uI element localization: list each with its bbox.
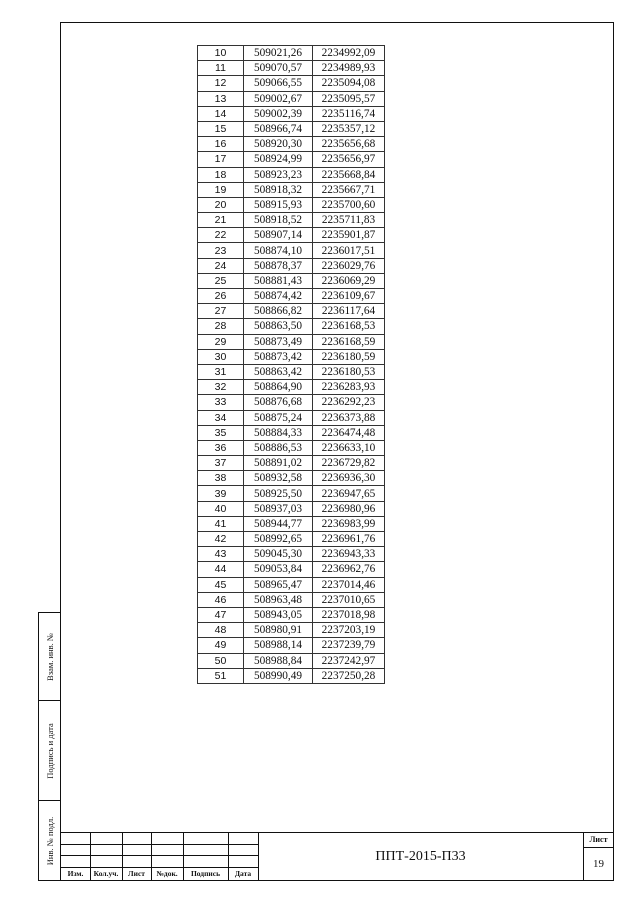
coord-x: 508943,05 xyxy=(244,607,313,622)
binding-strip xyxy=(38,612,60,881)
coord-x: 508891,02 xyxy=(244,456,313,471)
table-row xyxy=(198,623,385,638)
coord-x: 508944,77 xyxy=(244,516,313,531)
coord-x: 508988,84 xyxy=(244,653,313,668)
coord-x: 508924,99 xyxy=(244,152,313,167)
coord-y: 2237250,28 xyxy=(313,668,385,683)
coord-x: 508963,48 xyxy=(244,592,313,607)
coord-x: 509002,67 xyxy=(244,91,313,106)
table-row xyxy=(198,547,385,562)
coord-y: 2235711,83 xyxy=(313,213,385,228)
point-number: 39 xyxy=(198,486,244,501)
hdr-date: Дата xyxy=(234,869,252,878)
point-number: 19 xyxy=(198,182,244,197)
table-row xyxy=(198,46,385,61)
coord-y: 2236180,59 xyxy=(313,349,385,364)
coord-y: 2235700,60 xyxy=(313,197,385,212)
coord-x: 509021,26 xyxy=(244,46,313,61)
coord-x: 508990,49 xyxy=(244,668,313,683)
coord-x: 508863,42 xyxy=(244,364,313,379)
coord-y: 2237239,79 xyxy=(313,638,385,653)
coord-x: 508923,23 xyxy=(244,167,313,182)
coord-x: 508875,24 xyxy=(244,410,313,425)
point-number: 13 xyxy=(198,91,244,106)
coord-x: 508878,37 xyxy=(244,258,313,273)
coord-x: 508873,49 xyxy=(244,334,313,349)
coord-y: 2237014,46 xyxy=(313,577,385,592)
table-row xyxy=(198,197,385,212)
coord-y: 2236168,59 xyxy=(313,334,385,349)
hdr-sheet: Лист xyxy=(128,869,145,878)
coord-x: 508966,74 xyxy=(244,121,313,136)
coord-x: 509002,39 xyxy=(244,106,313,121)
coord-y: 2236980,96 xyxy=(313,501,385,516)
table-row xyxy=(198,258,385,273)
coord-y: 2236474,48 xyxy=(313,425,385,440)
coord-y: 2235668,84 xyxy=(313,167,385,182)
coord-y: 2236961,76 xyxy=(313,532,385,547)
coord-x: 508992,65 xyxy=(244,532,313,547)
coord-y: 2235656,68 xyxy=(313,137,385,152)
coord-x: 508937,03 xyxy=(244,501,313,516)
coord-x: 508932,58 xyxy=(244,471,313,486)
coord-y: 2236069,29 xyxy=(313,273,385,288)
table-row xyxy=(198,182,385,197)
table-row xyxy=(198,137,385,152)
point-number: 11 xyxy=(198,61,244,76)
coord-y: 2237018,98 xyxy=(313,607,385,622)
point-number: 14 xyxy=(198,106,244,121)
table-row xyxy=(198,532,385,547)
table-row xyxy=(198,167,385,182)
point-number: 44 xyxy=(198,562,244,577)
point-number: 30 xyxy=(198,349,244,364)
coord-y: 2236029,76 xyxy=(313,258,385,273)
coord-x: 508886,53 xyxy=(244,440,313,455)
table-row xyxy=(198,516,385,531)
coordinates-table xyxy=(197,45,385,684)
document-code: ППТ-2015-П33 xyxy=(375,849,466,864)
coord-y: 2236283,93 xyxy=(313,380,385,395)
table-row xyxy=(198,228,385,243)
coord-x: 508965,47 xyxy=(244,577,313,592)
coord-y: 2234992,09 xyxy=(313,46,385,61)
table-row xyxy=(198,456,385,471)
coord-x: 508915,93 xyxy=(244,197,313,212)
point-number: 25 xyxy=(198,273,244,288)
coord-x: 508980,91 xyxy=(244,623,313,638)
hdr-change: Изм. xyxy=(67,869,84,878)
hdr-signature: Подпись xyxy=(190,869,221,878)
point-number: 38 xyxy=(198,471,244,486)
coord-x: 509066,55 xyxy=(244,76,313,91)
point-number: 28 xyxy=(198,319,244,334)
point-number: 51 xyxy=(198,668,244,683)
table-row xyxy=(198,364,385,379)
table-row xyxy=(198,106,385,121)
coord-y: 2236168,53 xyxy=(313,319,385,334)
point-number: 18 xyxy=(198,167,244,182)
point-number: 46 xyxy=(198,592,244,607)
point-number: 31 xyxy=(198,364,244,379)
coord-y: 2235094,08 xyxy=(313,76,385,91)
coord-y: 2235357,12 xyxy=(313,121,385,136)
coord-x: 509053,84 xyxy=(244,562,313,577)
point-number: 49 xyxy=(198,638,244,653)
coord-y: 2236109,67 xyxy=(313,289,385,304)
table-row xyxy=(198,471,385,486)
table-row xyxy=(198,577,385,592)
table-row xyxy=(198,410,385,425)
coord-x: 508920,30 xyxy=(244,137,313,152)
sheet-label: Лист xyxy=(589,835,608,844)
point-number: 21 xyxy=(198,213,244,228)
table-row xyxy=(198,501,385,516)
coord-x: 508884,33 xyxy=(244,425,313,440)
table-row xyxy=(198,152,385,167)
coord-x: 508918,52 xyxy=(244,213,313,228)
coord-x: 508876,68 xyxy=(244,395,313,410)
coord-y: 2237203,19 xyxy=(313,623,385,638)
coord-y: 2236373,88 xyxy=(313,410,385,425)
table-row xyxy=(198,592,385,607)
point-number: 29 xyxy=(198,334,244,349)
coord-x: 509070,57 xyxy=(244,61,313,76)
table-row xyxy=(198,273,385,288)
inv-orig-cell xyxy=(39,801,60,880)
point-number: 42 xyxy=(198,532,244,547)
table-row xyxy=(198,319,385,334)
table-row xyxy=(198,486,385,501)
table-row xyxy=(198,76,385,91)
coord-y: 2236983,99 xyxy=(313,516,385,531)
table-row xyxy=(198,243,385,258)
coord-x: 508864,90 xyxy=(244,380,313,395)
point-number: 23 xyxy=(198,243,244,258)
sign-date-label: Подпись и дата xyxy=(44,722,55,779)
coord-y: 2236729,82 xyxy=(313,456,385,471)
coord-x: 508866,82 xyxy=(244,304,313,319)
table-row xyxy=(198,213,385,228)
table-row xyxy=(198,289,385,304)
coord-x: 508907,14 xyxy=(244,228,313,243)
coord-x: 508881,43 xyxy=(244,273,313,288)
table-row xyxy=(198,61,385,76)
table-row xyxy=(198,607,385,622)
point-number: 16 xyxy=(198,137,244,152)
coord-x: 508863,50 xyxy=(244,319,313,334)
inv-orig-label: Инв. № подл. xyxy=(44,816,55,865)
point-number: 20 xyxy=(198,197,244,212)
coord-y: 2235656,97 xyxy=(313,152,385,167)
coord-x: 508925,50 xyxy=(244,486,313,501)
coord-y: 2236292,23 xyxy=(313,395,385,410)
inv-sub-cell xyxy=(39,613,60,701)
coordinates-table-body xyxy=(198,46,385,684)
point-number: 26 xyxy=(198,289,244,304)
table-row xyxy=(198,121,385,136)
point-number: 35 xyxy=(198,425,244,440)
point-number: 12 xyxy=(198,76,244,91)
coord-y: 2237242,97 xyxy=(313,653,385,668)
coord-x: 508874,42 xyxy=(244,289,313,304)
coord-y: 2235116,74 xyxy=(313,106,385,121)
point-number: 41 xyxy=(198,516,244,531)
sign-date-cell xyxy=(39,701,60,801)
coord-x: 508918,32 xyxy=(244,182,313,197)
coord-y: 2236117,64 xyxy=(313,304,385,319)
coord-y: 2235095,57 xyxy=(313,91,385,106)
coord-y: 2237010,65 xyxy=(313,592,385,607)
point-number: 17 xyxy=(198,152,244,167)
table-row xyxy=(198,440,385,455)
point-number: 34 xyxy=(198,410,244,425)
table-row xyxy=(198,668,385,683)
table-row xyxy=(198,349,385,364)
point-number: 37 xyxy=(198,456,244,471)
coord-y: 2236633,10 xyxy=(313,440,385,455)
point-number: 40 xyxy=(198,501,244,516)
point-number: 15 xyxy=(198,121,244,136)
coord-y: 2236943,33 xyxy=(313,547,385,562)
coord-x: 508874,10 xyxy=(244,243,313,258)
sheet-number: 19 xyxy=(593,858,604,870)
coord-y: 2236947,65 xyxy=(313,486,385,501)
table-row xyxy=(198,91,385,106)
hdr-count: Кол.уч. xyxy=(93,869,119,878)
table-row xyxy=(198,395,385,410)
point-number: 43 xyxy=(198,547,244,562)
title-block xyxy=(61,832,614,881)
coord-x: 508988,14 xyxy=(244,638,313,653)
table-row xyxy=(198,638,385,653)
table-row xyxy=(198,562,385,577)
coord-y: 2235667,71 xyxy=(313,182,385,197)
coord-x: 509045,30 xyxy=(244,547,313,562)
coord-y: 2236962,76 xyxy=(313,562,385,577)
coord-y: 2235901,87 xyxy=(313,228,385,243)
coord-y: 2236017,51 xyxy=(313,243,385,258)
table-row xyxy=(198,304,385,319)
table-row xyxy=(198,334,385,349)
inv-sub-label: Взам. инв. № xyxy=(44,632,55,681)
point-number: 33 xyxy=(198,395,244,410)
table-row xyxy=(198,653,385,668)
coord-x: 508873,42 xyxy=(244,349,313,364)
point-number: 27 xyxy=(198,304,244,319)
point-number: 48 xyxy=(198,623,244,638)
table-row xyxy=(198,425,385,440)
point-number: 32 xyxy=(198,380,244,395)
point-number: 10 xyxy=(198,46,244,61)
point-number: 45 xyxy=(198,577,244,592)
table-row xyxy=(198,380,385,395)
point-number: 22 xyxy=(198,228,244,243)
coord-y: 2236180,53 xyxy=(313,364,385,379)
point-number: 36 xyxy=(198,440,244,455)
point-number: 47 xyxy=(198,607,244,622)
point-number: 50 xyxy=(198,653,244,668)
hdr-doc-num: №док. xyxy=(156,869,178,878)
coord-y: 2236936,30 xyxy=(313,471,385,486)
point-number: 24 xyxy=(198,258,244,273)
coord-y: 2234989,93 xyxy=(313,61,385,76)
